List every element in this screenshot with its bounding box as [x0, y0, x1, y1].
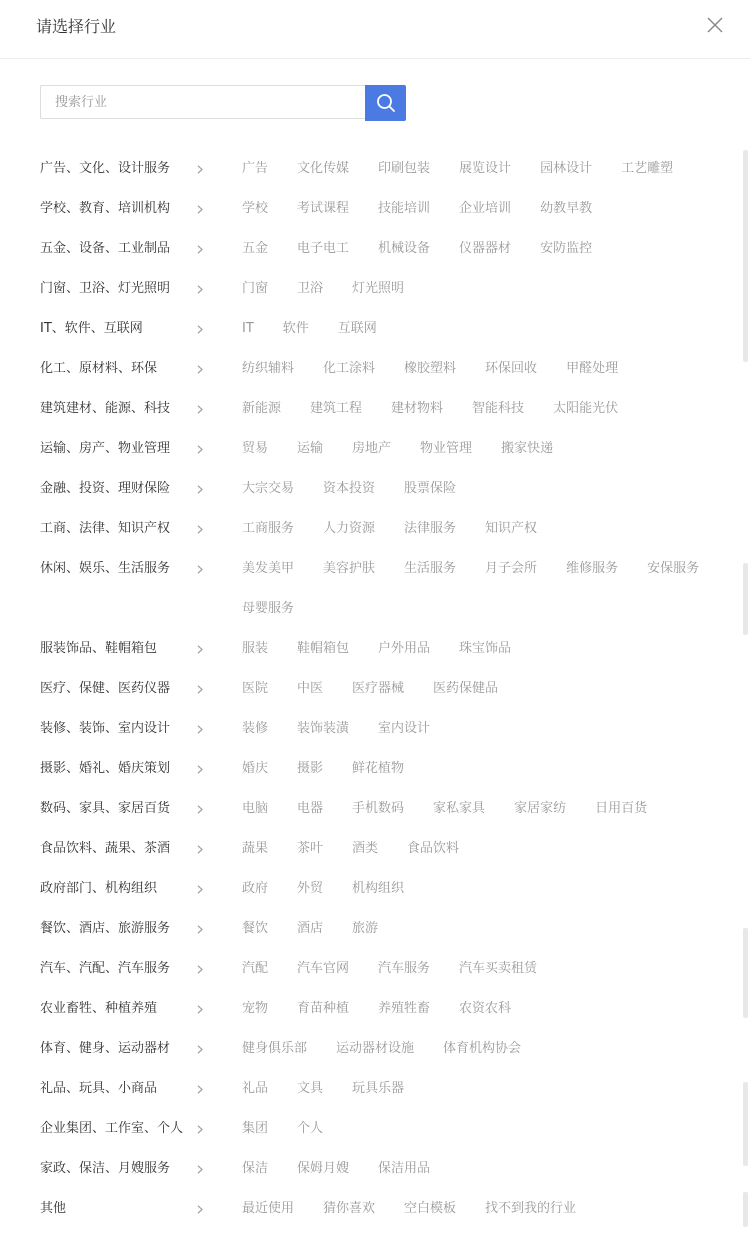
subcategory-item[interactable]: 猜你喜欢: [323, 1201, 376, 1216]
subcategory-item[interactable]: IT: [242, 321, 254, 336]
subcategory-item[interactable]: 旅游: [352, 921, 379, 936]
subcategory-item[interactable]: 工艺雕塑: [621, 161, 674, 176]
subcategory-list: [240, 269, 740, 309]
subcategory-list: [240, 909, 740, 949]
chevron-right-icon: [197, 645, 203, 654]
subcategory-list: [240, 669, 740, 709]
subcategory-item[interactable]: 安防监控: [540, 241, 593, 256]
chevron-right-icon: [197, 485, 203, 494]
subcategory-item[interactable]: 月子会所: [485, 561, 538, 576]
subcategory-item[interactable]: 互联网: [337, 321, 377, 336]
subcategory-item[interactable]: 电脑: [242, 801, 269, 816]
category-label: 建筑建材、能源、科技: [40, 401, 171, 416]
subcategory-list: [240, 509, 740, 549]
subcategory-item[interactable]: 汽车买卖租赁: [459, 961, 538, 976]
subcategory-list: [240, 309, 740, 349]
subcategory-list: [240, 1029, 740, 1069]
search-button[interactable]: [365, 85, 406, 121]
category-label: 餐饮、酒店、旅游服务: [40, 921, 171, 936]
category-row: [0, 229, 740, 269]
chevron-right-icon: [197, 565, 203, 574]
subcategory-item[interactable]: 环保回收: [485, 361, 538, 376]
subcategory-list: [240, 629, 740, 669]
subcategory-item[interactable]: 政府: [242, 881, 269, 896]
subcategory-list: [240, 549, 740, 629]
subcategory-item[interactable]: 玩具乐器: [352, 1081, 405, 1096]
category-item[interactable]: [0, 989, 240, 1029]
subcategory-list: [240, 349, 740, 389]
chevron-right-icon: [197, 1045, 203, 1054]
subcategory-item[interactable]: 人力资源: [323, 521, 376, 536]
subcategory-item[interactable]: 户外用品: [378, 641, 431, 656]
subcategory-item[interactable]: 房地产: [352, 441, 392, 456]
category-row: [0, 629, 740, 669]
chevron-right-icon: [197, 205, 203, 214]
subcategory-item[interactable]: 搬家快递: [501, 441, 554, 456]
subcategory-item[interactable]: 文化传媒: [297, 161, 350, 176]
subcategory-item[interactable]: 珠宝饰品: [459, 641, 512, 656]
subcategory-item[interactable]: 大宗交易: [242, 481, 295, 496]
category-row: [0, 709, 740, 749]
category-item[interactable]: [0, 749, 240, 789]
chevron-right-icon: [197, 1125, 203, 1134]
subcategory-item[interactable]: 园林设计: [540, 161, 593, 176]
subcategory-item[interactable]: 安保服务: [647, 561, 700, 576]
subcategory-list: [240, 1189, 740, 1229]
category-label: IT、软件、互联网: [40, 321, 143, 336]
subcategory-item[interactable]: 健身俱乐部: [242, 1041, 308, 1056]
subcategory-item[interactable]: 保洁用品: [378, 1161, 431, 1176]
search-input[interactable]: [40, 85, 365, 119]
category-row: [0, 669, 740, 709]
scrollbar-track-segment: [743, 928, 748, 1018]
category-label: 化工、原材料、环保: [40, 361, 158, 376]
subcategory-item[interactable]: 股票保险: [404, 481, 457, 496]
subcategory-item[interactable]: 机械设备: [378, 241, 431, 256]
category-row: [0, 469, 740, 509]
category-label: 运输、房产、物业管理: [40, 441, 171, 456]
subcategory-item[interactable]: 卫浴: [297, 281, 324, 296]
chevron-right-icon: [197, 725, 203, 734]
chevron-right-icon: [197, 365, 203, 374]
subcategory-item[interactable]: 美发美甲: [242, 561, 295, 576]
subcategory-item[interactable]: 最近使用: [242, 1201, 295, 1216]
category-item[interactable]: [0, 149, 240, 189]
subcategory-item[interactable]: 母婴服务: [242, 601, 295, 616]
subcategory-item[interactable]: 找不到我的行业: [485, 1201, 577, 1216]
chevron-right-icon: [197, 445, 203, 454]
subcategory-item[interactable]: 育苗种植: [297, 1001, 350, 1016]
category-label: 休闲、娱乐、生活服务: [40, 561, 171, 576]
subcategory-item[interactable]: 展览设计: [459, 161, 512, 176]
subcategory-list: [240, 1069, 740, 1109]
subcategory-item[interactable]: 装饰装潢: [297, 721, 350, 736]
subcategory-item[interactable]: 智能科技: [472, 401, 525, 416]
search-bar: [40, 85, 406, 121]
subcategory-list: [240, 1109, 740, 1149]
subcategory-item[interactable]: 日用百货: [595, 801, 648, 816]
category-item[interactable]: [0, 1149, 240, 1189]
subcategory-item[interactable]: 医疗器械: [352, 681, 405, 696]
scrollbar-track-segment: [743, 1192, 748, 1227]
category-item[interactable]: [0, 629, 240, 669]
category-label: 门窗、卫浴、灯光照明: [40, 281, 171, 296]
subcategory-item[interactable]: 法律服务: [404, 521, 457, 536]
subcategory-item[interactable]: 维修服务: [566, 561, 619, 576]
subcategory-item[interactable]: 幼教早教: [540, 201, 593, 216]
category-row: [0, 349, 740, 389]
subcategory-item[interactable]: 个人: [297, 1121, 324, 1136]
category-item[interactable]: [0, 709, 240, 749]
chevron-right-icon: [197, 525, 203, 534]
category-row: [0, 909, 740, 949]
chevron-right-icon: [197, 925, 203, 934]
category-item[interactable]: [0, 549, 240, 589]
chevron-right-icon: [197, 1205, 203, 1214]
chevron-right-icon: [197, 325, 203, 334]
category-row: [0, 949, 740, 989]
subcategory-item[interactable]: 农资农科: [459, 1001, 512, 1016]
category-item[interactable]: [0, 789, 240, 829]
subcategory-list: [240, 389, 740, 429]
subcategory-item[interactable]: 空白模板: [404, 1201, 457, 1216]
scrollbar[interactable]: [743, 150, 748, 1237]
category-row: [0, 1029, 740, 1069]
category-row: [0, 989, 740, 1029]
chevron-right-icon: [197, 1005, 203, 1014]
category-label: 其他: [40, 1201, 67, 1216]
subcategory-item[interactable]: 家居家纺: [514, 801, 567, 816]
subcategory-item[interactable]: 物业管理: [420, 441, 473, 456]
subcategory-list: [240, 709, 740, 749]
subcategory-item[interactable]: 宠物: [242, 1001, 269, 1016]
subcategory-item[interactable]: 鲜花植物: [352, 761, 405, 776]
subcategory-item[interactable]: 食品饮料: [407, 841, 460, 856]
subcategory-item[interactable]: 化工涂料: [323, 361, 376, 376]
subcategory-item[interactable]: 家私家具: [433, 801, 486, 816]
category-row: [0, 189, 740, 229]
category-label: 礼品、玩具、小商品: [40, 1081, 158, 1096]
category-label: 金融、投资、理财保险: [40, 481, 171, 496]
category-row: [0, 1069, 740, 1109]
category-item[interactable]: [0, 509, 240, 549]
category-item[interactable]: [0, 669, 240, 709]
subcategory-item[interactable]: 建筑工程: [310, 401, 363, 416]
chevron-right-icon: [197, 765, 203, 774]
category-label: 食品饮料、蔬果、茶酒: [40, 841, 171, 856]
close-button[interactable]: [706, 16, 724, 34]
subcategory-item[interactable]: 灯光照明: [352, 281, 405, 296]
category-item[interactable]: [0, 469, 240, 509]
category-row: [0, 1149, 740, 1189]
category-item[interactable]: [0, 429, 240, 469]
category-row: [0, 789, 740, 829]
subcategory-list: [240, 949, 740, 989]
chevron-right-icon: [197, 1165, 203, 1174]
category-item[interactable]: [0, 389, 240, 429]
subcategory-item[interactable]: 医药保健品: [433, 681, 499, 696]
category-label: 体育、健身、运动器材: [40, 1041, 171, 1056]
category-label: 医疗、保健、医药仪器: [40, 681, 171, 696]
subcategory-list: [240, 149, 740, 189]
subcategory-item[interactable]: 餐饮: [242, 921, 269, 936]
subcategory-item[interactable]: 婚庆: [242, 761, 269, 776]
dialog-header: [0, 0, 750, 59]
subcategory-item[interactable]: 运动器材设施: [336, 1041, 415, 1056]
category-list: [0, 149, 740, 1229]
subcategory-item[interactable]: 机构组织: [352, 881, 405, 896]
category-label: 五金、设备、工业制品: [40, 241, 171, 256]
subcategory-item[interactable]: 保洁: [242, 1161, 269, 1176]
subcategory-list: [240, 229, 740, 269]
subcategory-item[interactable]: 汽车官网: [297, 961, 350, 976]
subcategory-list: [240, 989, 740, 1029]
category-row: [0, 309, 740, 349]
chevron-right-icon: [197, 885, 203, 894]
subcategory-item[interactable]: 仪器器材: [459, 241, 512, 256]
category-row: [0, 149, 740, 189]
subcategory-item[interactable]: 中医: [297, 681, 324, 696]
category-label: 摄影、婚礼、婚庆策划: [40, 761, 171, 776]
category-label: 政府部门、机构组织: [40, 881, 158, 896]
chevron-right-icon: [197, 805, 203, 814]
subcategory-list: [240, 189, 740, 229]
chevron-right-icon: [197, 845, 203, 854]
subcategory-item[interactable]: 企业培训: [459, 201, 512, 216]
subcategory-item[interactable]: 新能源: [242, 401, 282, 416]
chevron-right-icon: [197, 965, 203, 974]
subcategory-item[interactable]: 集团: [242, 1121, 269, 1136]
category-item[interactable]: [0, 949, 240, 989]
subcategory-item[interactable]: 建材物料: [391, 401, 444, 416]
subcategory-item[interactable]: 知识产权: [485, 521, 538, 536]
category-item[interactable]: [0, 269, 240, 309]
category-label: 汽车、汽配、汽车服务: [40, 961, 171, 976]
category-label: 工商、法律、知识产权: [40, 521, 171, 536]
category-item[interactable]: [0, 1109, 240, 1149]
subcategory-item[interactable]: 酒类: [352, 841, 379, 856]
subcategory-item[interactable]: 汽车服务: [378, 961, 431, 976]
scrollbar-thumb[interactable]: [743, 563, 748, 635]
subcategory-item[interactable]: 摄影: [297, 761, 324, 776]
category-row: [0, 829, 740, 869]
category-row: [0, 389, 740, 429]
category-label: 装修、装饰、室内设计: [40, 721, 171, 736]
subcategory-item[interactable]: 生活服务: [404, 561, 457, 576]
category-item[interactable]: [0, 229, 240, 269]
subcategory-item[interactable]: 养殖牲畜: [378, 1001, 431, 1016]
category-label: 学校、教育、培训机构: [40, 201, 171, 216]
subcategory-item[interactable]: 蔬果: [242, 841, 269, 856]
chevron-right-icon: [197, 685, 203, 694]
chevron-right-icon: [197, 245, 203, 254]
category-item[interactable]: [0, 1189, 240, 1229]
subcategory-item[interactable]: 考试课程: [297, 201, 350, 216]
subcategory-item[interactable]: 印刷包装: [378, 161, 431, 176]
subcategory-item[interactable]: 鞋帽箱包: [297, 641, 350, 656]
chevron-right-icon: [197, 285, 203, 294]
subcategory-item[interactable]: 装修: [242, 721, 269, 736]
category-row: [0, 549, 740, 629]
category-label: 家政、保洁、月嫂服务: [40, 1161, 171, 1176]
subcategory-item[interactable]: 五金: [242, 241, 269, 256]
category-label: 广告、文化、设计服务: [40, 161, 171, 176]
chevron-right-icon: [197, 165, 203, 174]
subcategory-item[interactable]: 文具: [297, 1081, 324, 1096]
category-row: [0, 749, 740, 789]
category-item[interactable]: [0, 349, 240, 389]
subcategory-list: [240, 869, 740, 909]
category-row: [0, 1189, 740, 1229]
category-row: [0, 869, 740, 909]
category-row: [0, 1109, 740, 1149]
chevron-right-icon: [197, 405, 203, 414]
subcategory-item[interactable]: 酒店: [297, 921, 324, 936]
chevron-right-icon: [197, 1085, 203, 1094]
scrollbar-track-segment: [743, 150, 748, 362]
subcategory-item[interactable]: 茶叶: [297, 841, 324, 856]
subcategory-list: [240, 749, 740, 789]
subcategory-item[interactable]: 电器: [297, 801, 324, 816]
subcategory-item[interactable]: 甲醛处理: [566, 361, 619, 376]
category-item[interactable]: [0, 1029, 240, 1069]
category-label: 服装饰品、鞋帽箱包: [40, 641, 158, 656]
category-item[interactable]: [0, 829, 240, 869]
subcategory-item[interactable]: 体育机构协会: [443, 1041, 522, 1056]
subcategory-item[interactable]: 门窗: [242, 281, 269, 296]
dialog-title: 请选择行业: [36, 17, 117, 36]
subcategory-item[interactable]: 技能培训: [378, 201, 431, 216]
category-row: [0, 509, 740, 549]
subcategory-item[interactable]: 美容护肤: [323, 561, 376, 576]
subcategory-item[interactable]: 室内设计: [378, 721, 431, 736]
category-item[interactable]: [0, 189, 240, 229]
category-label: 企业集团、工作室、个人: [40, 1121, 184, 1136]
category-label: 农业畜牲、种植养殖: [40, 1001, 158, 1016]
subcategory-item[interactable]: 资本投资: [323, 481, 376, 496]
subcategory-item[interactable]: 电子电工: [297, 241, 350, 256]
subcategory-item[interactable]: 软件: [282, 321, 309, 336]
subcategory-item[interactable]: 汽配: [242, 961, 269, 976]
subcategory-list: [240, 469, 740, 509]
category-row: [0, 429, 740, 469]
category-row: [0, 269, 740, 309]
subcategory-item[interactable]: 学校: [242, 201, 269, 216]
subcategory-list: [240, 789, 740, 829]
category-item[interactable]: [0, 1069, 240, 1109]
subcategory-item[interactable]: 服装: [242, 641, 269, 656]
category-item[interactable]: [0, 869, 240, 909]
subcategory-list: [240, 829, 740, 869]
subcategory-list: [240, 1149, 740, 1189]
close-icon: [706, 16, 724, 34]
subcategory-item[interactable]: 橡胶塑料: [404, 361, 457, 376]
subcategory-item[interactable]: 礼品: [242, 1081, 269, 1096]
category-item[interactable]: [0, 309, 240, 349]
subcategory-item[interactable]: 广告: [242, 161, 269, 176]
subcategory-item[interactable]: 运输: [297, 441, 324, 456]
subcategory-item[interactable]: 工商服务: [242, 521, 295, 536]
subcategory-item[interactable]: 医院: [242, 681, 269, 696]
subcategory-item[interactable]: 纺织辅料: [242, 361, 295, 376]
subcategory-item[interactable]: 保姆月嫂: [297, 1161, 350, 1176]
category-item[interactable]: [0, 909, 240, 949]
search-icon: [376, 93, 396, 113]
subcategory-item[interactable]: 外贸: [297, 881, 324, 896]
subcategory-item[interactable]: 贸易: [242, 441, 269, 456]
scrollbar-track-segment: [743, 1082, 748, 1166]
subcategory-item[interactable]: 手机数码: [352, 801, 405, 816]
subcategory-item[interactable]: 太阳能光伏: [553, 401, 619, 416]
subcategory-list: [240, 429, 740, 469]
category-label: 数码、家具、家居百货: [40, 801, 171, 816]
